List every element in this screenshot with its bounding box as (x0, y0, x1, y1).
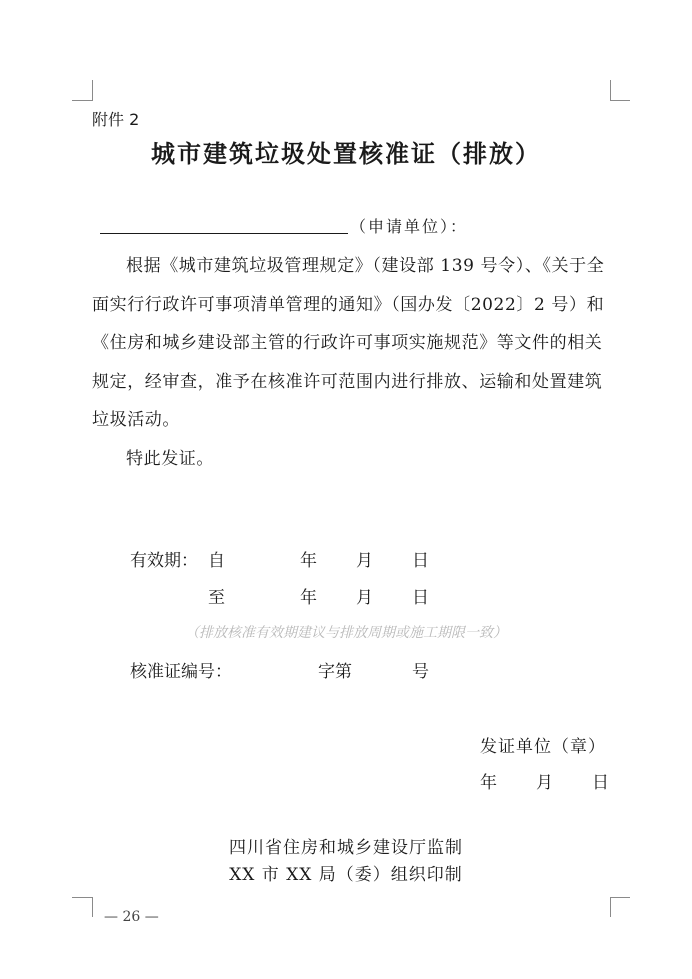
crop-mark (610, 100, 630, 101)
validity-to-month: 月 (356, 588, 373, 608)
cert-number-label: 核准证编号： (130, 662, 232, 682)
applicant-blank-line (100, 233, 348, 234)
applicant-label: （申请单位）： (350, 217, 469, 236)
crop-mark (72, 100, 93, 101)
validity-to-year: 年 (300, 588, 317, 608)
crop-mark (610, 897, 630, 898)
issuer-year: 年 (480, 773, 497, 793)
crop-mark (610, 897, 611, 917)
validity-from: 自 (208, 551, 225, 571)
validity-hint: （排放核准有效期建议与排放周期或施工期限一致） (185, 625, 507, 641)
closing-line: 特此发证。 (126, 448, 214, 469)
crop-mark (92, 897, 93, 917)
issuer-label: 发证单位（章） (480, 737, 606, 757)
cert-number-zi-di: 字第 (318, 662, 352, 682)
issuer-day: 日 (592, 773, 609, 793)
validity-from-year: 年 (300, 551, 317, 571)
validity-from-day: 日 (412, 551, 429, 571)
validity-label: 有效期： (130, 551, 198, 571)
printer-line: XX 市 XX 局（委）组织印制 (229, 865, 463, 885)
body-paragraph: 根据《城市建筑垃圾管理规定》（建设部 139 号令）、《关于全面实行行政许可事项清单管理的通知》（国办发〔2022〕2 号）和《住房和城乡建设部主管的行政许可事项实施规范》等文件的相关规定，经审查，准予在核准许可范围内进行排放、运输和处置建筑垃圾活动。 (92, 256, 605, 430)
page-number: — 26 — (104, 909, 159, 925)
cert-number-hao: 号 (412, 662, 429, 682)
crop-mark (610, 80, 611, 100)
document-title: 城市建筑垃圾处置核准证（排放） (151, 139, 541, 168)
issuer-month: 月 (536, 773, 553, 793)
attachment-label: 附件 2 (92, 110, 140, 129)
validity-to: 至 (208, 588, 225, 608)
crop-mark (72, 897, 93, 898)
crop-mark (92, 80, 93, 100)
validity-to-day: 日 (412, 588, 429, 608)
body-text (92, 247, 612, 478)
validity-from-month: 月 (356, 551, 373, 571)
supervisor-line: 四川省住房和城乡建设厅监制 (229, 838, 463, 858)
